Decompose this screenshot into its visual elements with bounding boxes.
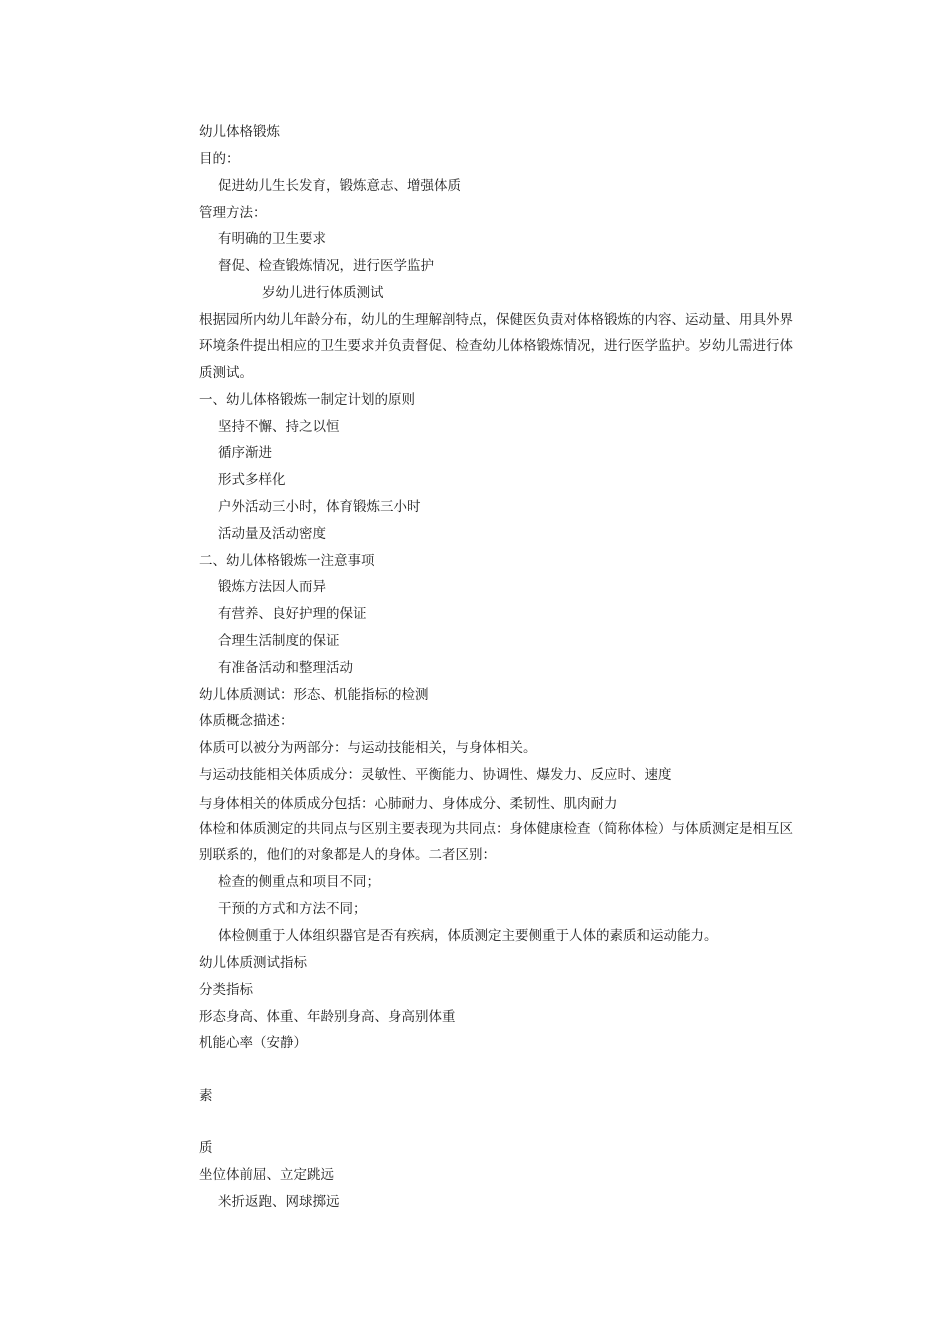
text-line: 有明确的卫生要求 [218, 231, 326, 247]
text-line: 目的： [199, 151, 240, 167]
text-line: 别联系的，他们的对象都是人的身体。二者区别： [199, 847, 496, 863]
text-line: 坚持不懈、持之以恒 [218, 419, 340, 435]
text-line: 体质概念描述： [199, 713, 294, 729]
text-line: 有营养、良好护理的保证 [218, 606, 367, 622]
text-line: 分类指标 [199, 982, 253, 998]
section-heading: 一、幼儿体格锻炼一制定计划的原则 [199, 392, 415, 408]
text-line: 合理生活制度的保证 [218, 633, 340, 649]
text-line: 督促、检查锻炼情况，进行医学监护 [218, 258, 434, 274]
text-line: 体检侧重于人体组织器官是否有疾病，体质测定主要侧重于人体的素质和运动能力。 [218, 928, 718, 944]
text-line: 形态身高、体重、年龄别身高、身高别体重 [199, 1009, 456, 1025]
text-line: 质 [199, 1140, 213, 1156]
text-line: 质测试。 [199, 365, 253, 381]
text-line: 米折返跑、网球掷远 [218, 1194, 340, 1210]
text-line: 体检和体质测定的共同点与区别主要表现为共同点：身体健康检查（简称体检）与体质测定是相互区 [199, 821, 793, 837]
text-line: 管理方法： [199, 205, 267, 221]
text-line: 幼儿体质测试：形态、机能指标的检测 [199, 687, 429, 703]
text-line: 有准备活动和整理活动 [218, 660, 353, 676]
section-heading: 二、幼儿体格锻炼一注意事项 [199, 553, 375, 569]
text-line: 与身体相关的体质成分包括：心肺耐力、身体成分、柔韧性、肌肉耐力 [199, 796, 618, 812]
title: 幼儿体格锻炼 [199, 124, 280, 140]
text-line: 坐位体前屈、立定跳远 [199, 1167, 334, 1183]
text-line: 循序渐进 [218, 445, 272, 461]
text-line: 检查的侧重点和项目不同； [218, 874, 380, 890]
text-line: 环境条件提出相应的卫生要求并负责督促、检查幼儿体格锻炼情况，进行医学监护。岁幼儿需进行体 [199, 338, 793, 354]
text-line: 锻炼方法因人而异 [218, 579, 326, 595]
text-line: 体质可以被分为两部分：与运动技能相关，与身体相关。 [199, 740, 537, 756]
text-line: 干预的方式和方法不同； [218, 901, 367, 917]
text-line: 岁幼儿进行体质测试 [262, 285, 384, 301]
text-line: 活动量及活动密度 [218, 526, 326, 542]
text-line: 形式多样化 [218, 472, 286, 488]
text-line: 机能心率（安静） [199, 1035, 307, 1051]
text-line: 促进幼儿生长发育，锻炼意志、增强体质 [218, 178, 461, 194]
text-line: 户外活动三小时，体育锻炼三小时 [218, 499, 421, 515]
text-line: 幼儿体质测试指标 [199, 955, 307, 971]
text-line: 素 [199, 1088, 213, 1104]
text-line: 与运动技能相关体质成分：灵敏性、平衡能力、协调性、爆发力、反应时、速度 [199, 767, 672, 783]
text-line: 根据园所内幼儿年龄分布，幼儿的生理解剖特点，保健医负责对体格锻炼的内容、运动量、用具外界 [199, 312, 793, 328]
